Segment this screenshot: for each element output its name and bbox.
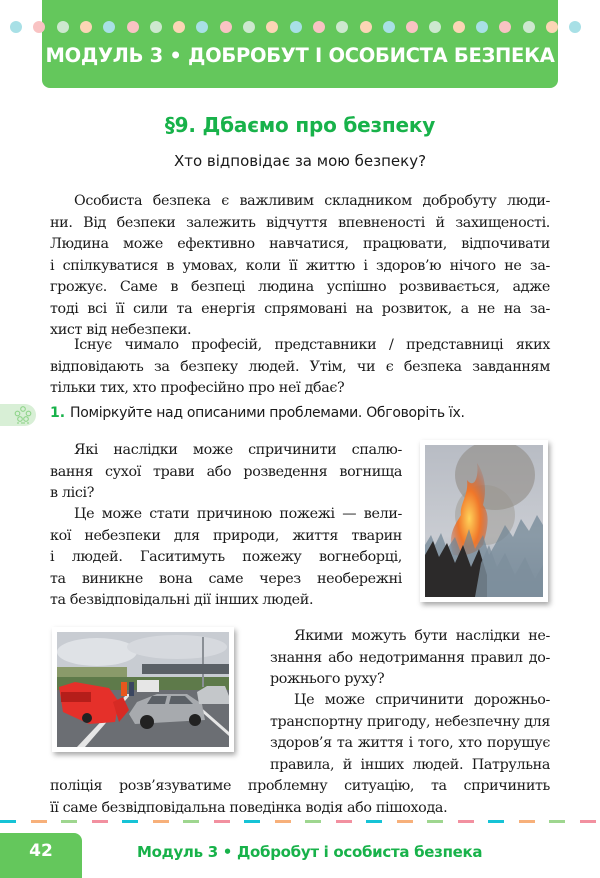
fire-answer	[50, 504, 402, 612]
text-line: Які наслідки може спричинити спалю-	[74, 442, 402, 458]
footer-dash	[549, 820, 565, 823]
running-title: Модуль 3 • Добробут і особиста безпека	[137, 843, 483, 861]
text-line: та безвідповідальні дії інших людей.	[50, 592, 314, 608]
section-title: §9. Дбаємо про безпеку	[164, 113, 436, 137]
text-line: хист від небезпеки.	[50, 322, 192, 338]
decorative-dot	[243, 21, 255, 33]
text-line: та виникне вона саме через необережні	[50, 570, 402, 587]
footer-dash	[397, 820, 413, 823]
text-line: тоді всі її сили та енергія спрямовані на розвиток, а не на за-	[50, 300, 550, 317]
forest-fire-image	[425, 445, 543, 597]
traffic-answer-wrapped	[270, 690, 550, 776]
text-line: Це може стати причиною пожежі — вели-	[74, 506, 402, 522]
text-line: тільки тих, хто професійно про неї дбає?	[50, 380, 345, 396]
decorative-dot	[569, 21, 581, 33]
decorative-dot	[173, 21, 185, 33]
decorative-dot	[476, 21, 488, 33]
text-line: і людей. Гаситимуть пожежу вогнеборці,	[50, 549, 402, 565]
page-number: 42	[29, 841, 53, 861]
text-line: знання або недотримання правил до-	[270, 649, 550, 666]
footer-dash	[458, 820, 474, 823]
text-line: її саме безвідповідальна поведінка водія або пішохода.	[50, 799, 448, 816]
text-line: грожує. Саме в безпеці людина успішно розвивається, адже	[50, 279, 550, 295]
decorative-dot	[360, 21, 372, 33]
module-title: МОДУЛЬ 3 • ДОБРОБУТ І ОСОБИСТА БЕЗПЕКА	[45, 44, 555, 67]
decorative-dot	[266, 21, 278, 33]
text-line: ни. Від безпеки залежить відчуття впевненості й захищеності.	[50, 214, 550, 231]
text-line: в лісі?	[50, 485, 95, 501]
text-line: Особиста безпека є важливим складником добробуту люди-	[74, 193, 550, 209]
text-line: Людина може ефективно навчатися, працювати, відпочивати	[50, 236, 550, 252]
footer-dash	[275, 820, 291, 823]
footer-dash	[580, 820, 596, 823]
footer-dash	[488, 820, 504, 823]
text-line: відповідають за безпеку людей. Утім, чи є безпека завданням	[50, 358, 550, 375]
decorative-dot	[429, 21, 441, 33]
text-line: правила, й інших людей. Патрульна	[270, 756, 550, 773]
car-accident-photo	[52, 627, 234, 752]
traffic-answer-full	[50, 776, 550, 819]
forest-fire-photo	[420, 440, 548, 602]
footer-dash	[366, 820, 382, 823]
section-subtitle: Хто відповідає за мою безпеку?	[173, 152, 427, 170]
text-line: Існує чимало професій, представники / представниці яких	[74, 337, 550, 353]
footer-dash	[122, 820, 138, 823]
text-line: здоров’я та життя і того, хто порушує	[270, 735, 550, 751]
footer-dash	[214, 820, 230, 823]
footer-dash	[183, 820, 199, 823]
text-line: Це може спричинити дорожньо-	[294, 692, 550, 708]
decorative-dot	[127, 21, 139, 33]
footer-dash	[427, 820, 443, 823]
decorative-dot	[150, 21, 162, 33]
decorative-dot	[336, 21, 348, 33]
decorative-dot	[196, 21, 208, 33]
footer-dash	[61, 820, 77, 823]
text-line: і спілкуватися в умовах, коли її життю і здоров’ю нічого не за-	[50, 257, 550, 274]
footer-dash	[244, 820, 260, 823]
decorative-dot	[406, 21, 418, 33]
traffic-question	[270, 626, 550, 691]
decorative-dot	[546, 21, 558, 33]
footer-dashed-line	[0, 820, 600, 823]
text-line: вання сухої трави або розведення вогнища	[50, 463, 402, 480]
footer-dash	[0, 820, 16, 823]
decorative-dot	[523, 21, 535, 33]
text-line: поліція розв’язуватиме проблемну ситуацію, та спричинить	[50, 778, 550, 794]
decorative-dot	[383, 21, 395, 33]
decorative-dots	[0, 21, 600, 33]
text-line: рожнього руху?	[270, 671, 385, 687]
decorative-dot	[10, 21, 22, 33]
footer-dash	[519, 820, 535, 823]
footer-dash	[92, 820, 108, 823]
decorative-dot	[33, 21, 45, 33]
car-accident-image	[57, 632, 229, 747]
text-line: транспортну пригоду, небезпечну для	[270, 713, 550, 730]
decorative-dot	[80, 21, 92, 33]
fire-question	[50, 440, 402, 505]
task-number: 1.	[50, 405, 66, 421]
decorative-dot	[499, 21, 511, 33]
text-line: кої небезпеки для природи, життя тварин	[50, 527, 402, 544]
footer-dash	[31, 820, 47, 823]
footer-dash	[153, 820, 169, 823]
decorative-dot	[453, 21, 465, 33]
task-text: Поміркуйте над описаними проблемами. Обговоріть їх.	[70, 405, 465, 421]
decorative-dot	[220, 21, 232, 33]
group-work-icon	[13, 405, 33, 425]
decorative-dot	[103, 21, 115, 33]
intro-paragraph-1	[50, 191, 550, 342]
intro-paragraph-2	[50, 335, 550, 400]
decorative-dot	[313, 21, 325, 33]
decorative-dot	[57, 21, 69, 33]
text-line: Якими можуть бути наслідки не-	[294, 628, 550, 644]
footer-dash	[336, 820, 352, 823]
footer-dash	[305, 820, 321, 823]
decorative-dot	[290, 21, 302, 33]
